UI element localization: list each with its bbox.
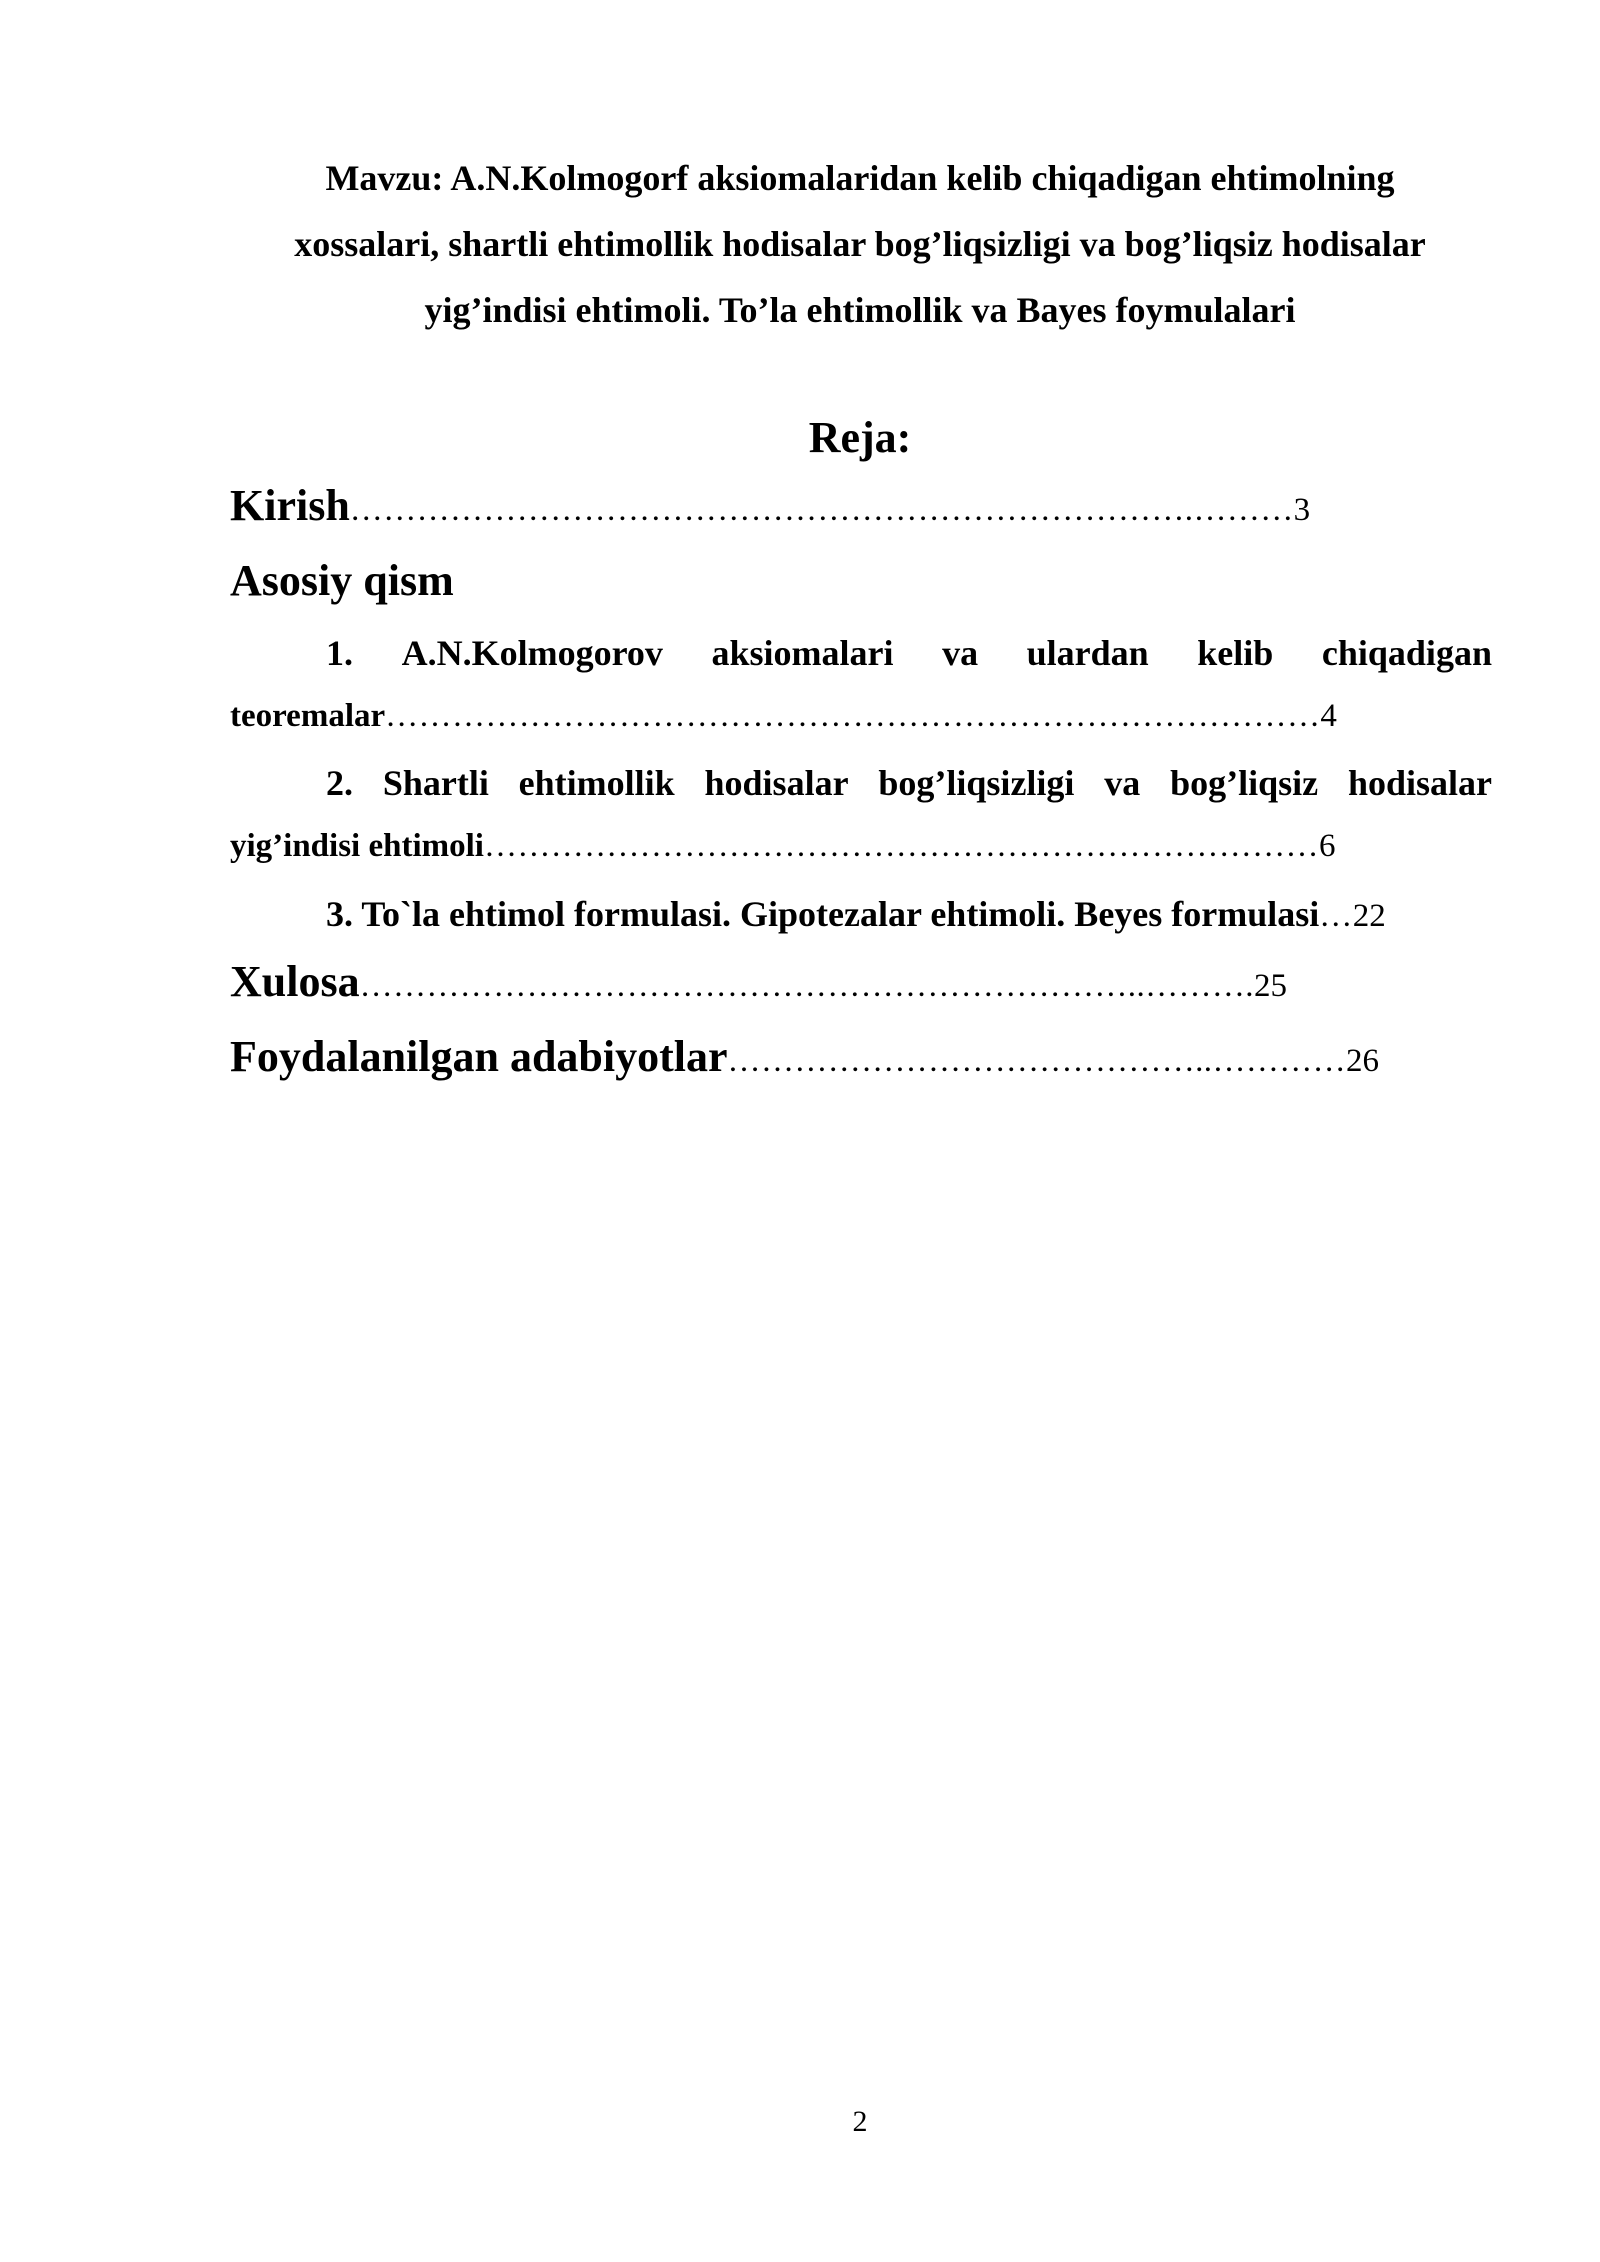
title-line-3: yig’indisi ehtimoli. To’la ehtimollik va Bayes foymulalari [424,290,1296,330]
toc-label: yig’indisi ehtimoli [230,828,484,864]
toc-word: bog’liqsiz [1170,763,1319,803]
toc-word: bog’liqsizligi [878,763,1075,803]
toc-page-number: 22 [1352,898,1386,934]
toc-entry-1-line-2 [230,698,1337,735]
title-line-1: Mavzu: A.N.Kolmogorf aksiomalaridan kelib chiqadigan ehtimolning [325,158,1395,198]
toc-entry-2-line-1 [326,762,1492,804]
toc-word: chiqadigan [1321,633,1492,673]
toc-word: ulardan [1026,633,1149,673]
toc-word: kelib [1197,633,1274,673]
toc-page-number: 25 [1253,968,1287,1004]
toc-entry-asosiy-qism [230,555,454,606]
toc-word: hodisalar [1347,763,1492,803]
toc-label: Kirish [230,481,350,530]
toc-word: hodisalar [704,763,849,803]
page-number: 2 [852,2105,868,2138]
toc-word: va [1104,763,1141,803]
toc-word: aksiomalari [711,633,894,673]
toc-label: Foydalanilgan adabiyotlar [230,1032,728,1081]
document-title [230,145,1490,343]
toc-word: 2. [326,763,353,803]
toc-dots: ………………………………………………………………………… [385,698,1321,734]
toc-entry-1-line-1 [326,632,1492,674]
toc-word: va [942,633,979,673]
title-line-2: xossalari, shartli ehtimollik hodisalar bog’liqsizligi va bog’liqsiz hodisalar [294,224,1426,264]
toc-label: Xulosa [230,957,360,1006]
toc-page-number: 4 [1320,698,1337,734]
toc-dots: ………………………………………………………………… [483,828,1319,864]
toc-entry-3 [326,893,1386,935]
toc-label: 3. To`la ehtimol formulasi. Gipotezalar ehtimoli. Beyes formulasi [326,894,1320,934]
toc-dots: … [1319,898,1353,934]
toc-word: A.N.Kolmogorov [401,633,663,673]
toc-label: Asosiy qism [230,556,454,605]
toc-word: ehtimollik [518,763,675,803]
toc-page-number: 3 [1293,492,1311,528]
toc-entry-adabiyotlar [230,1031,1379,1082]
toc-page-number: 6 [1318,828,1336,864]
toc-label: teoremalar [230,698,386,734]
toc-word: Shartli [382,763,489,803]
toc-entry-kirish [230,480,1310,531]
toc-entry-xulosa [230,956,1287,1007]
toc-page-number: 26 [1346,1043,1380,1079]
plan-heading: Reja: [808,413,912,462]
toc-dots: ……………………………………………………………..………. [359,968,1254,1004]
toc-dots: ………………………………………………………………….……… [349,492,1294,528]
toc-item-number: 1. [326,633,353,673]
toc-entry-2-line-2 [230,828,1335,865]
toc-dots: ……………………………………..………… [727,1043,1347,1079]
